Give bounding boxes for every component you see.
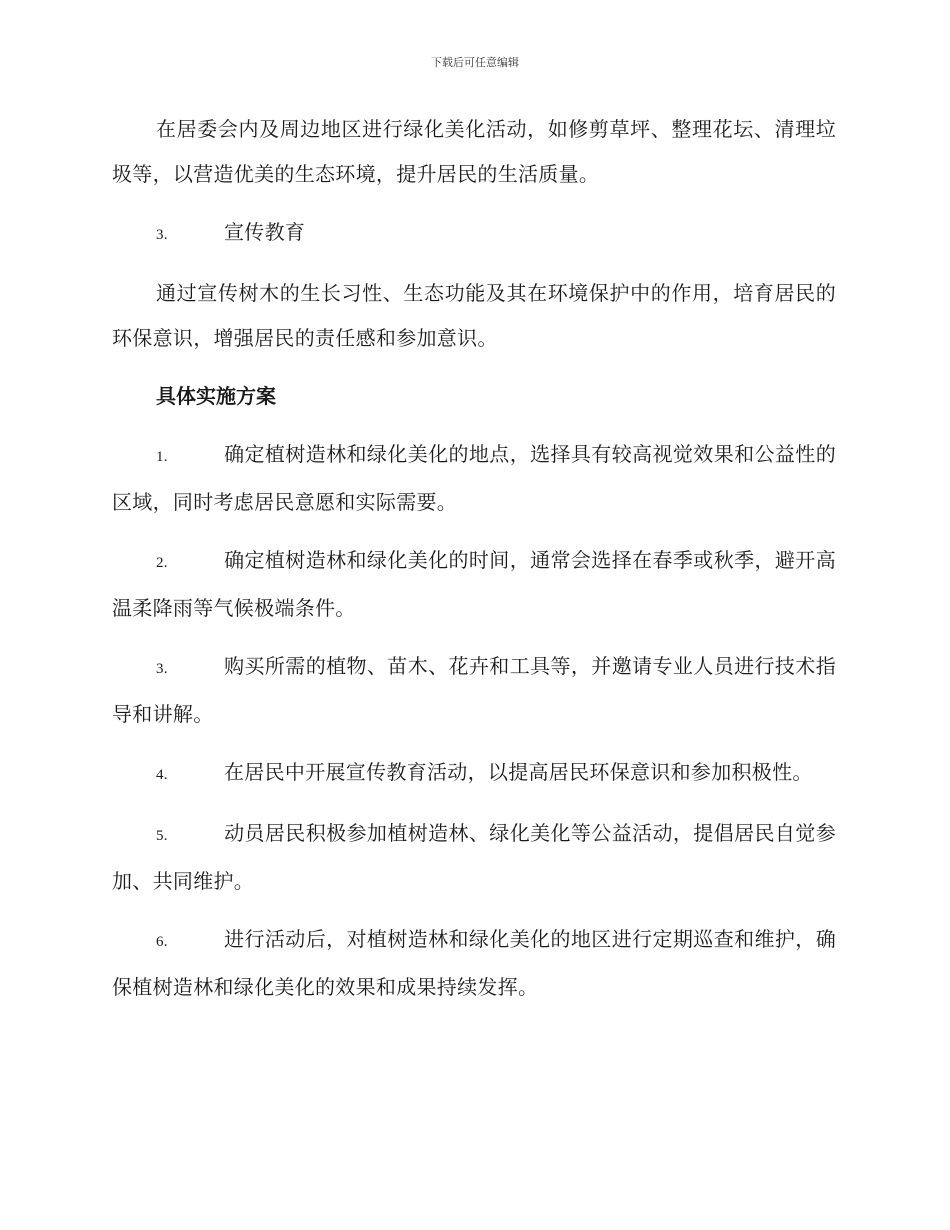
- section-3-title: 宣传教育: [224, 220, 306, 244]
- plan-item: [112, 811, 836, 904]
- plan-item-number: 4.: [156, 767, 168, 783]
- document-body: [112, 107, 836, 1023]
- plan-heading: 具体实施方案: [156, 384, 276, 408]
- plan-item: [112, 750, 836, 798]
- intro-paragraph: 在居委会内及周边地区进行绿化美化活动，如修剪草坪、整理花坛、清理垃圾等，以营造优美的生态环境，提升居民的生活质量。: [112, 117, 836, 186]
- plan-item-number: 1.: [156, 449, 168, 465]
- plan-item-number: 6.: [156, 934, 168, 950]
- plan-item-text: 进行活动后，对植树造林和绿化美化的地区进行定期巡查和维护，确保植树造林和绿化美化的效果和成果持续发挥。: [112, 927, 836, 999]
- plan-item: [112, 644, 836, 737]
- plan-item-text: 在居民中开展宣传教育活动，以提高居民环保意识和参加积极性。: [224, 760, 813, 784]
- plan-item-number: 2.: [156, 555, 168, 571]
- section-3-heading: [112, 210, 836, 258]
- section-3-paragraph: 通过宣传树木的生长习性、生态功能及其在环境保护中的作用，培育居民的环保意识，增强居民的责任感和参加意识。: [112, 281, 836, 350]
- plan-item: [112, 538, 836, 631]
- page-header: 下载后可任意编辑: [431, 56, 519, 69]
- plan-item-text: 动员居民积极参加植树造林、绿化美化等公益活动，提倡居民自觉参加、共同维护。: [112, 821, 836, 893]
- plan-item-number: 5.: [156, 828, 168, 844]
- plan-item: [112, 432, 836, 525]
- plan-item: [112, 917, 836, 1010]
- plan-item-text: 确定植树造林和绿化美化的地点，选择具有较高视觉效果和公益性的区域，同时考虑居民意愿和实际需要。: [112, 442, 836, 514]
- plan-item-text: 确定植树造林和绿化美化的时间，通常会选择在春季或秋季，避开高温柔降雨等气候极端条件。: [112, 548, 836, 620]
- section-3-number: 3.: [156, 227, 168, 243]
- plan-item-number: 3.: [156, 661, 168, 677]
- plan-item-text: 购买所需的植物、苗木、花卉和工具等，并邀请专业人员进行技术指导和讲解。: [112, 654, 836, 726]
